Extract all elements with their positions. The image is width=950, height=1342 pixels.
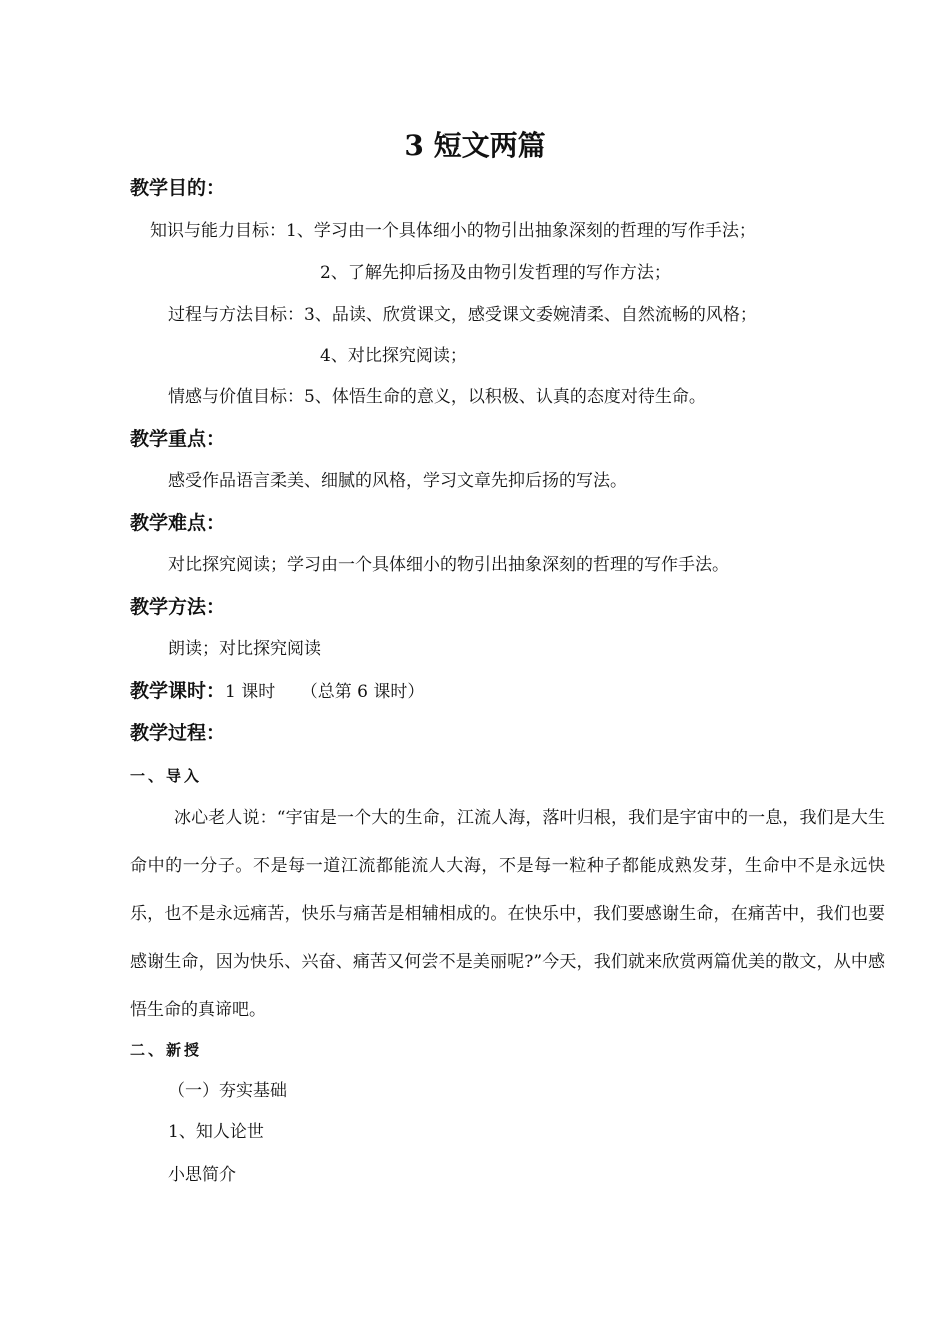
subsection-know-author: 1、知人论世: [168, 1122, 264, 1142]
section-intro-title: 一、导入: [130, 767, 203, 785]
objectives-heading: 教学目的：: [130, 177, 226, 199]
document-title: 3 短文两篇: [404, 129, 546, 162]
objective-knowledge-line1: 知识与能力目标：1、学习由一个具体细小的物引出抽象深刻的哲理的写作手法；: [150, 221, 756, 241]
process-heading: 教学过程：: [130, 722, 226, 744]
objective-emotion-line: 情感与价值目标：5、体悟生命的意义，以积极、认真的态度对待生命。: [168, 387, 706, 407]
subsection-author-intro: 小思简介: [168, 1165, 236, 1185]
difficulties-text: 对比探究阅读；学习由一个具体细小的物引出抽象深刻的哲理的写作手法。: [168, 555, 729, 575]
objective-knowledge-line2: 2、了解先抑后扬及由物引发哲理的写作方法；: [320, 263, 671, 283]
key-points-text: 感受作品语言柔美、细腻的风格，学习文章先抑后扬的写法。: [168, 471, 627, 491]
methods-heading: 教学方法：: [130, 596, 226, 618]
objective-process-line2: 4、对比探究阅读；: [320, 346, 467, 366]
intro-paragraph: 冰心老人说：“宇宙是一个大的生命，江流人海，落叶归根，我们是宇宙中的一息，我们是大生命中的一分子。不是每一道江流都能流人大海，不是每一粒种子都能成熟发芽，生命中不是永远快乐，也不是永远痛苦，快乐与痛苦是相辅相成的。在快乐中，我们要感谢生命，在痛苦中，我们也要感谢生命，因为快乐、兴奋、痛苦又何尝不是美丽呢?”今天，我们就来欣赏两篇优美的散文，从中感悟生命的真谛吧。: [130, 808, 885, 1020]
difficulties-heading: 教学难点：: [130, 512, 226, 534]
key-points-heading: 教学重点：: [130, 428, 226, 450]
hours-row: [130, 676, 424, 707]
subsection-foundation: （一）夯实基础: [168, 1081, 287, 1101]
methods-text: 朗读；对比探究阅读: [168, 639, 321, 659]
hours-heading: 教学课时：: [130, 680, 226, 702]
hours-text: 1 课时 （总第 6 课时）: [225, 682, 425, 702]
section-new-lesson-title: 二、新授: [130, 1041, 203, 1059]
objective-process-line1: 过程与方法目标：3、品读、欣赏课文，感受课文委婉清柔、自然流畅的风格；: [168, 305, 757, 325]
